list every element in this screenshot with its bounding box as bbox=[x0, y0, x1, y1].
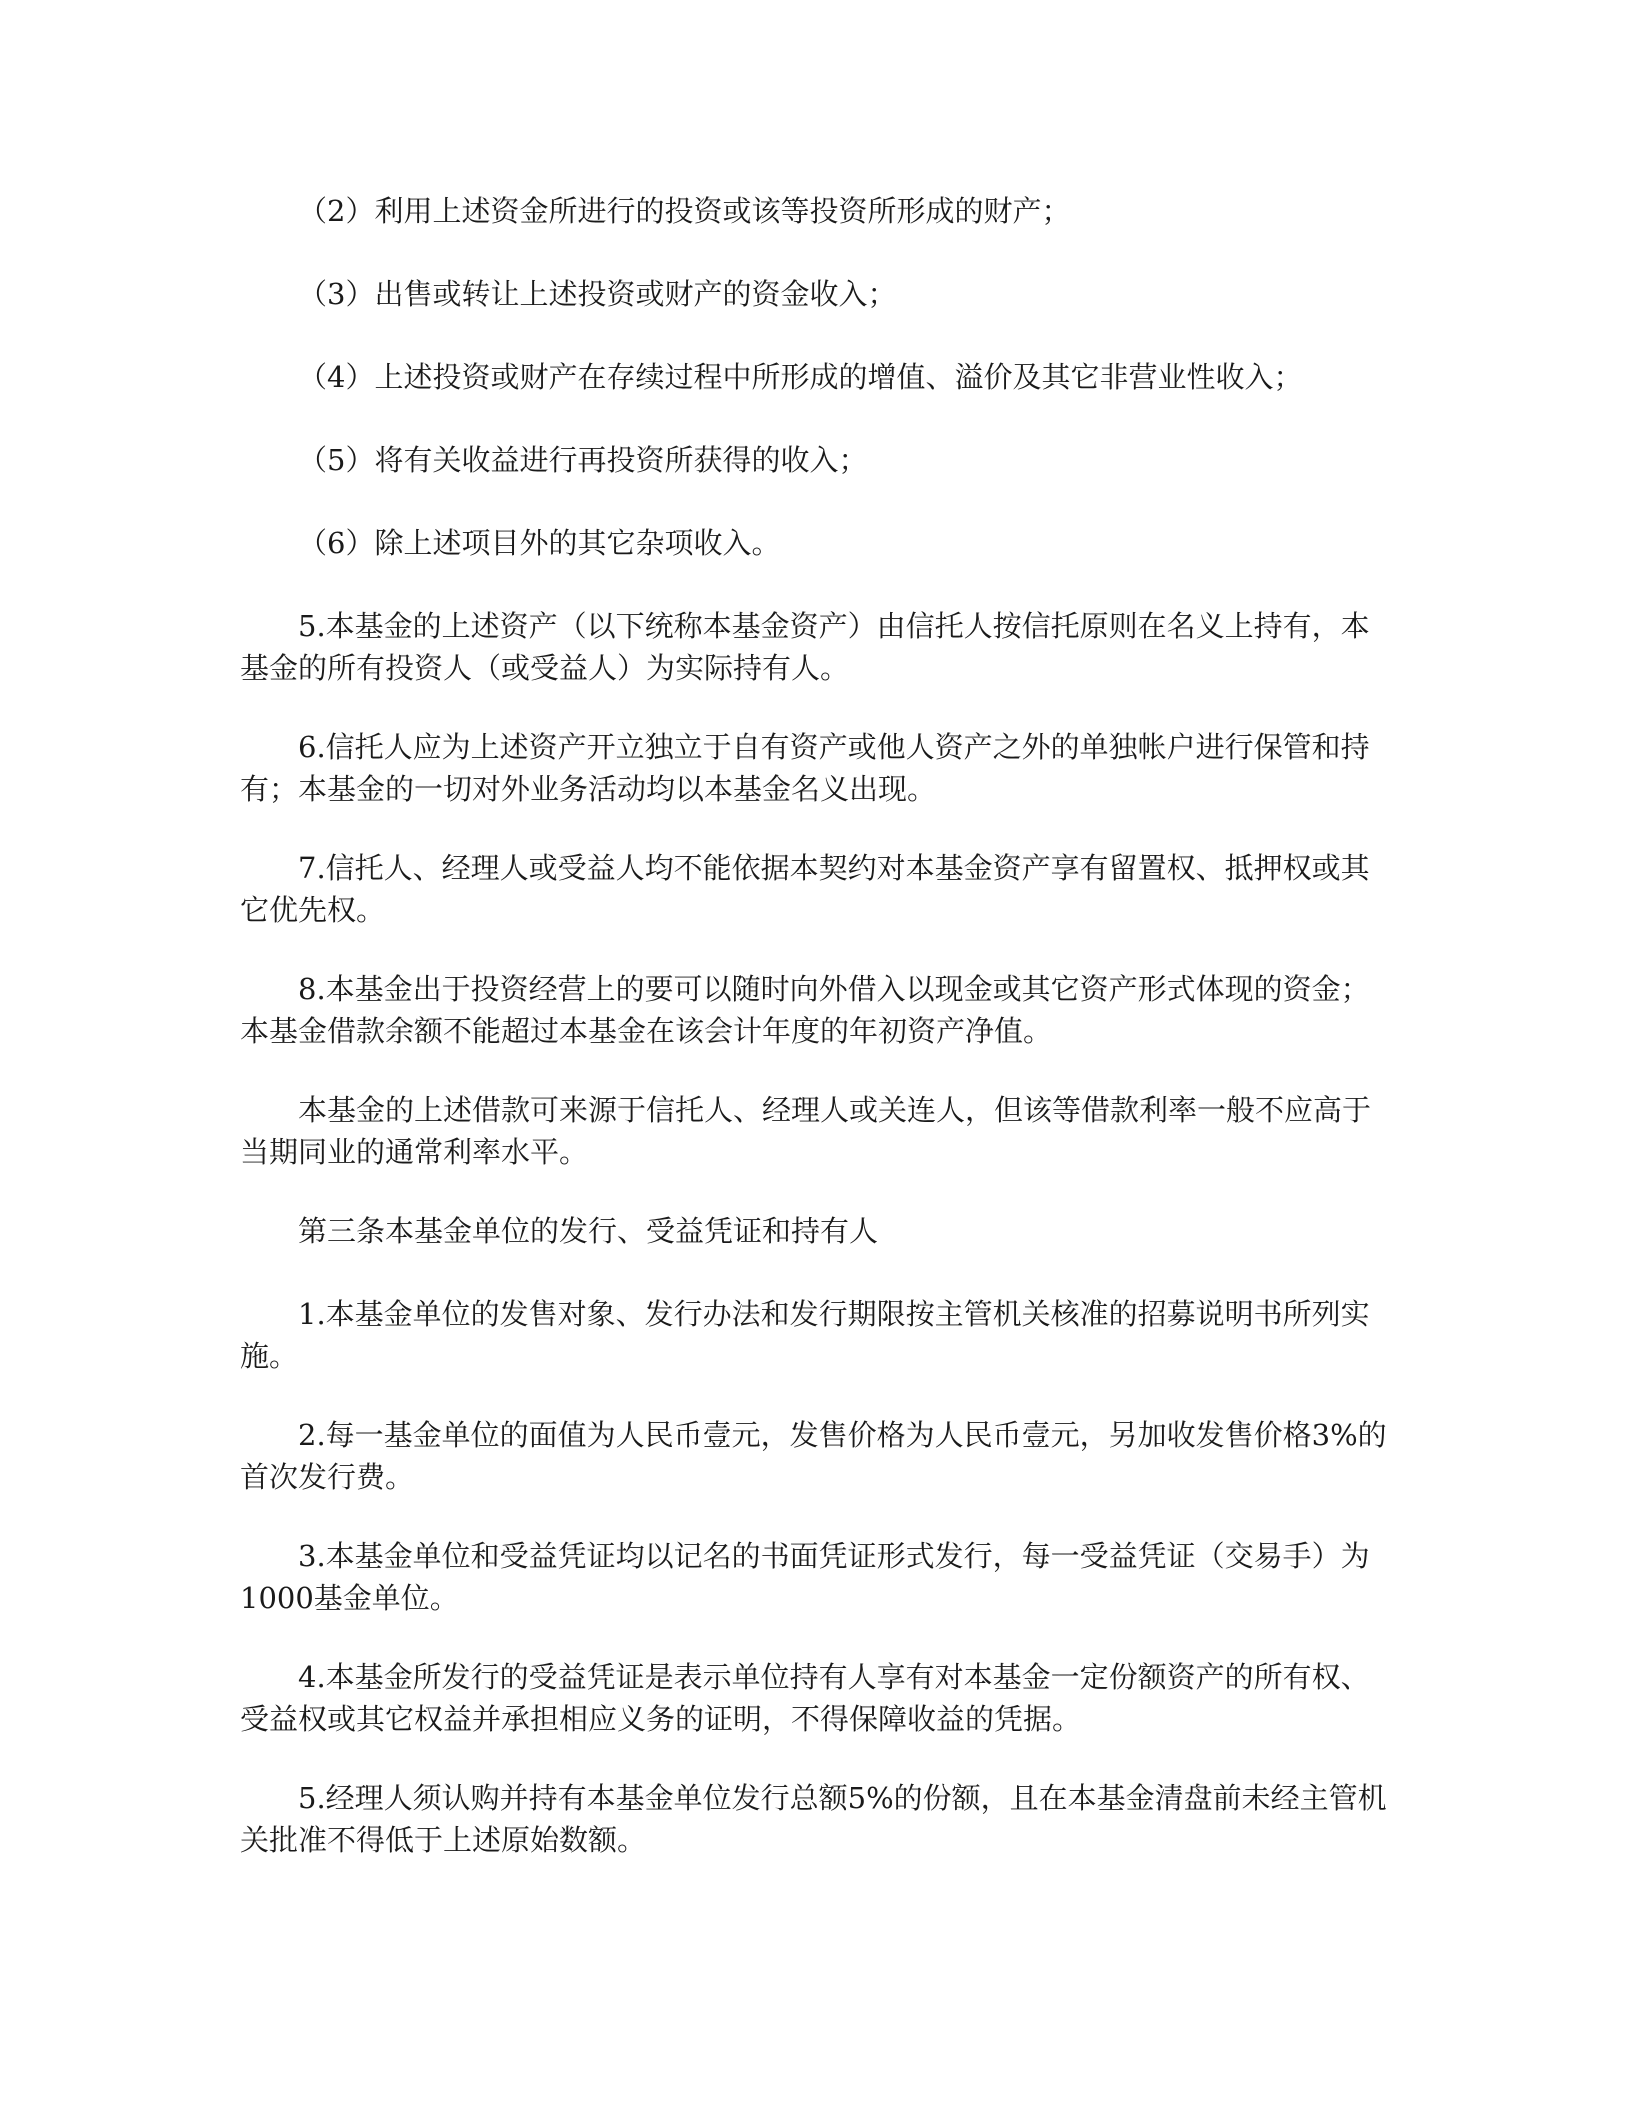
paragraph: （2）利用上述资金所进行的投资或该等投资所形成的财产； bbox=[298, 194, 1071, 228]
paragraph: （5）将有关收益进行再投资所获得的收入； bbox=[298, 443, 868, 477]
section-heading: 第三条本基金单位的发行、受益凭证和持有人 bbox=[298, 1214, 879, 1248]
paragraph: 4.本基金所发行的受益凭证是表示单位持有人享有对本基金一定份额资产的所有权、受益权或其它权益并承担相应义务的证明，不得保障收益的凭据。 bbox=[240, 1660, 1370, 1736]
paragraph: 5.本基金的上述资产（以下统称本基金资产）由信托人按信托原则在名义上持有，本基金的所有投资人（或受益人）为实际持有人。 bbox=[240, 609, 1370, 685]
paragraph: 本基金的上述借款可来源于信托人、经理人或关连人，但该等借款利率一般不应高于当期同业的通常利率水平。 bbox=[240, 1093, 1372, 1169]
paragraph: （4）上述投资或财产在存续过程中所形成的增值、溢价及其它非营业性收入； bbox=[298, 360, 1303, 394]
document-body bbox=[240, 190, 1390, 1861]
paragraph: （6）除上述项目外的其它杂项收入。 bbox=[298, 526, 781, 560]
paragraph: 2.每一基金单位的面值为人民币壹元，发售价格为人民币壹元，另加收发售价格3%的首次发行费。 bbox=[240, 1418, 1387, 1494]
paragraph: 1.本基金单位的发售对象、发行办法和发行期限按主管机关核准的招募说明书所列实施。 bbox=[240, 1297, 1370, 1373]
paragraph: 3.本基金单位和受益凭证均以记名的书面凭证形式发行，每一受益凭证（交易手）为1000基金单位。 bbox=[240, 1539, 1370, 1615]
paragraph: 8.本基金出于投资经营上的要可以随时向外借入以现金或其它资产形式体现的资金；本基金借款余额不能超过本基金在该会计年度的年初资产净值。 bbox=[240, 972, 1370, 1048]
paragraph: 5.经理人须认购并持有本基金单位发行总额5%的份额，且在本基金清盘前未经主管机关批准不得低于上述原始数额。 bbox=[240, 1781, 1387, 1857]
paragraph: （3）出售或转让上述投资或财产的资金收入； bbox=[298, 277, 897, 311]
paragraph: 6.信托人应为上述资产开立独立于自有资产或他人资产之外的单独帐户进行保管和持有；本基金的一切对外业务活动均以本基金名义出现。 bbox=[240, 730, 1370, 806]
paragraph: 7.信托人、经理人或受益人均不能依据本契约对本基金资产享有留置权、抵押权或其它优先权。 bbox=[240, 851, 1370, 927]
